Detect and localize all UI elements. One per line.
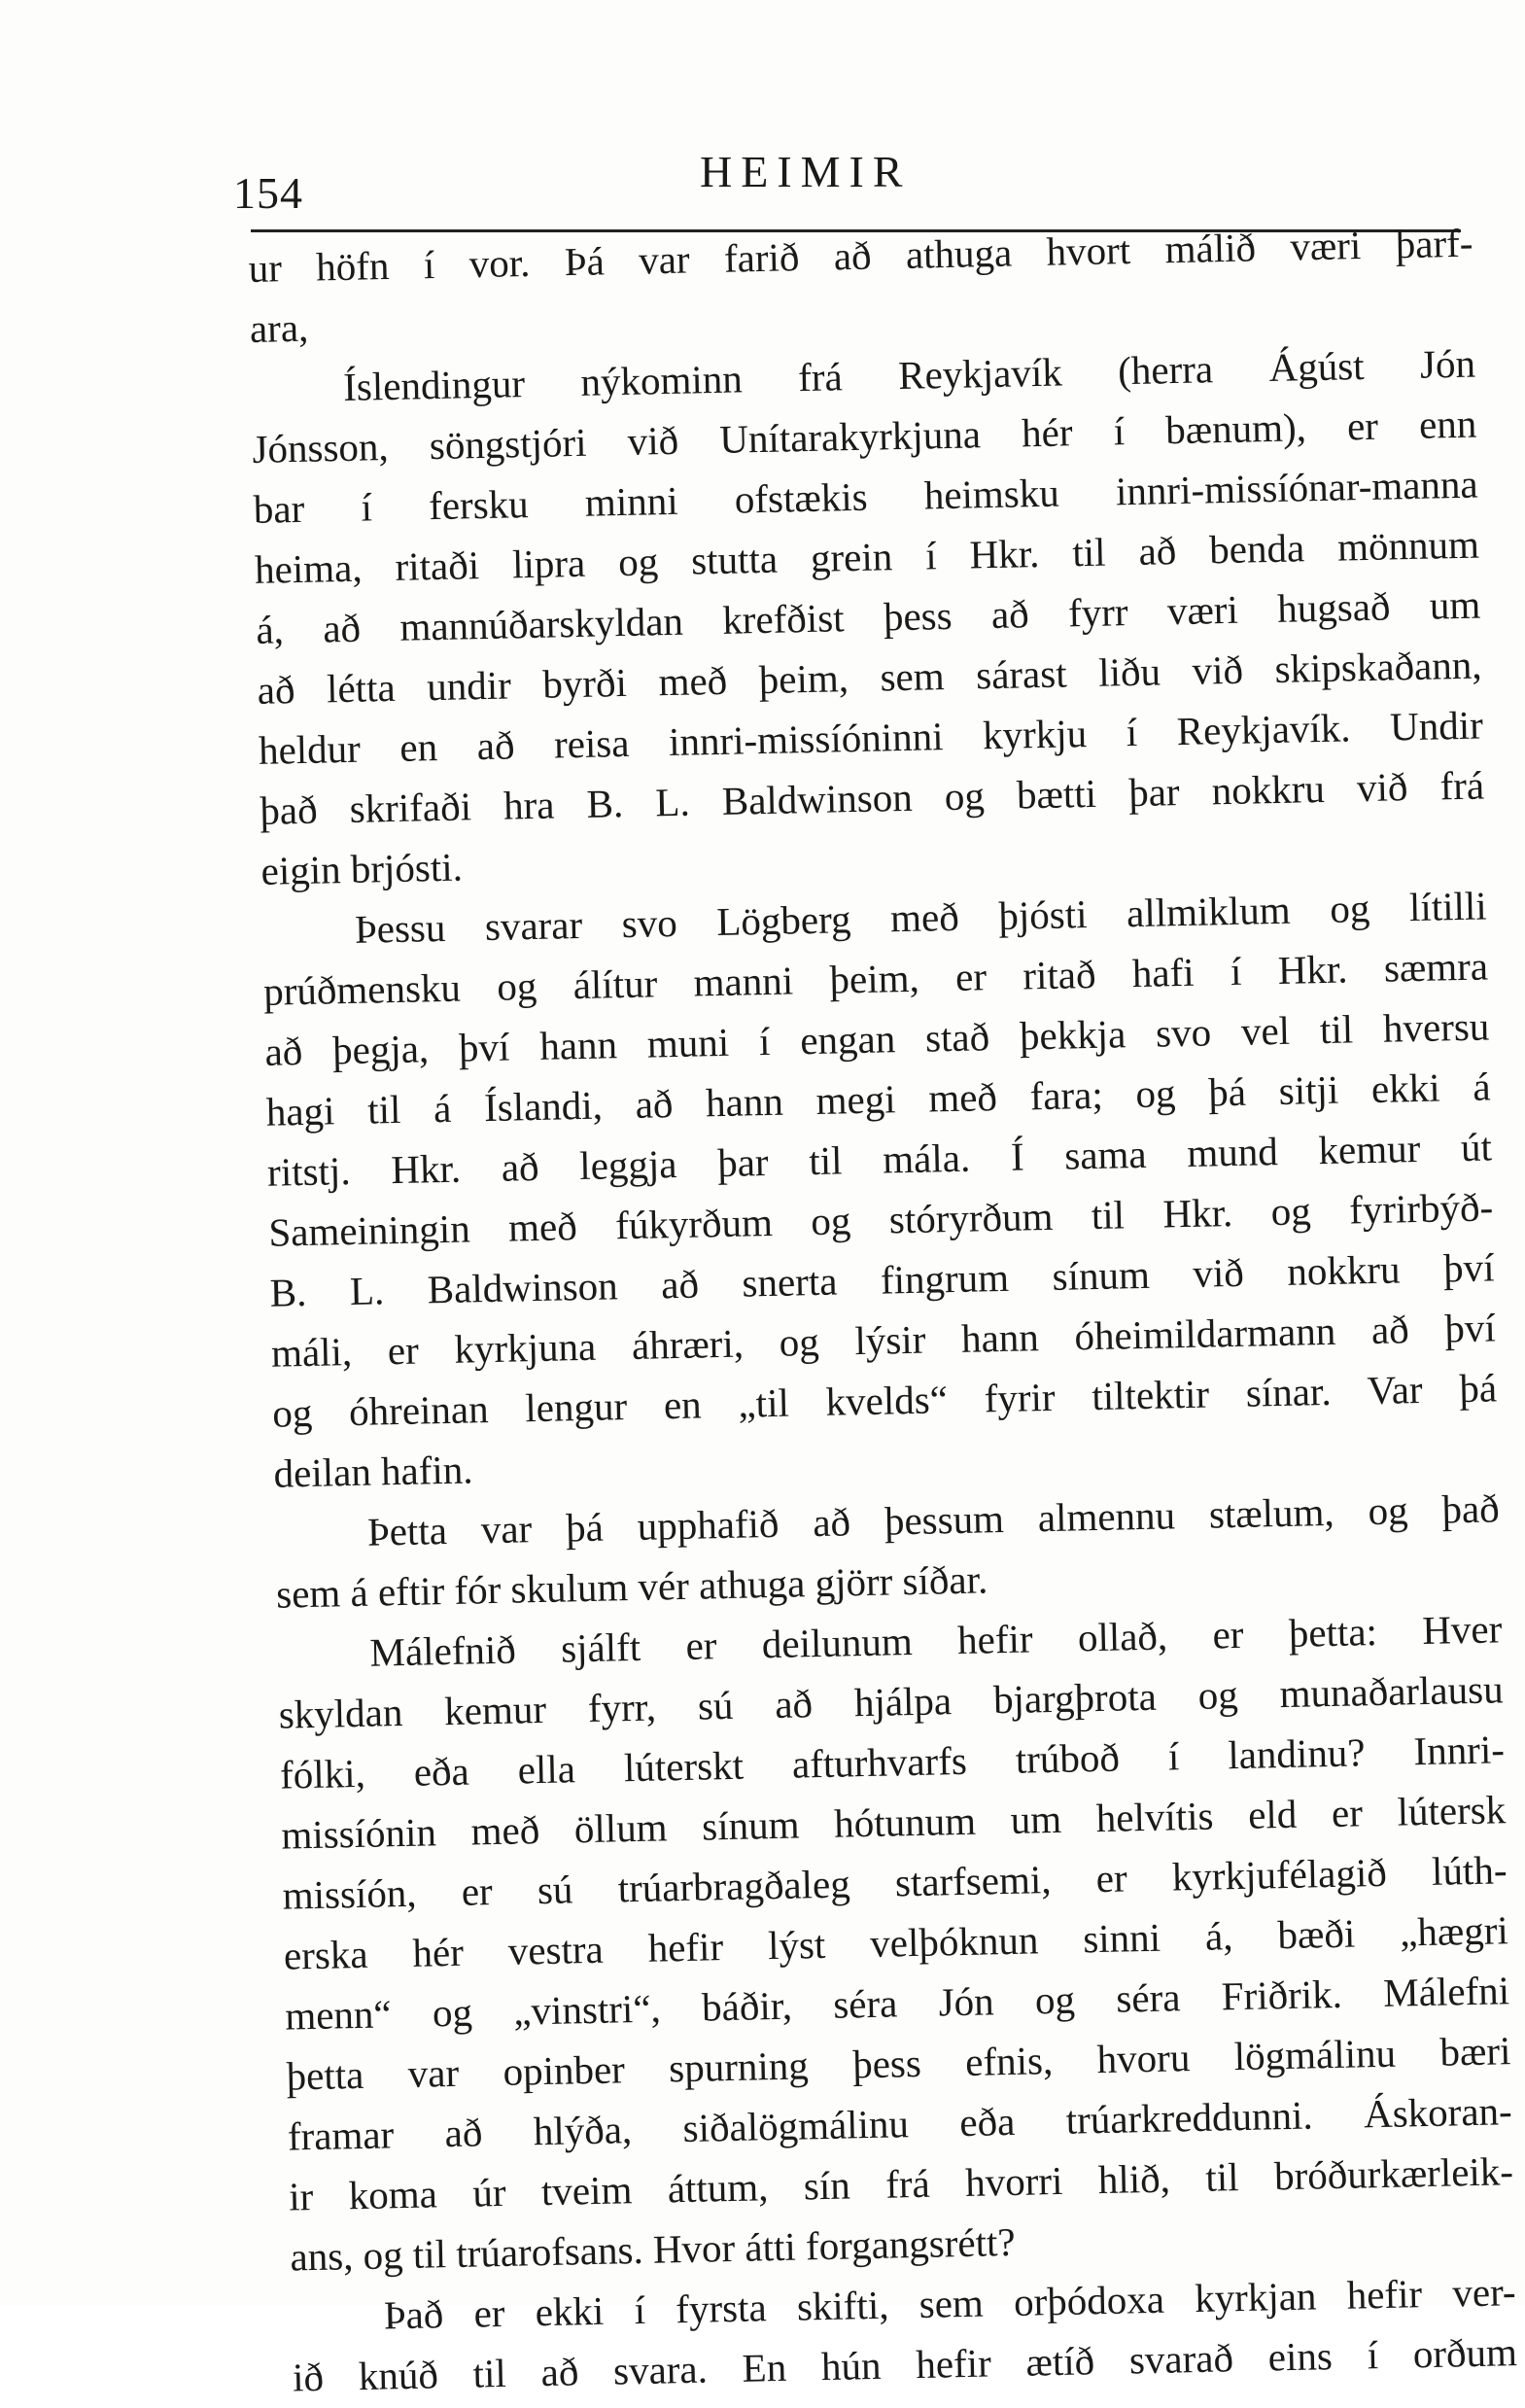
text-line: máli, er kyrkjuna áhræri, og lýsir hann óheimildarmann að því [270, 1305, 1497, 1376]
text-line: ið knúð til að svara. En hún hefir ætíð svarað eins í orðum [292, 2329, 1518, 2400]
text-line: ir koma úr tveim áttum, sín frá hvorri hlið, til bróðurkærleik- [288, 2148, 1514, 2219]
text-line: sem á eftir fór skulum vér athuga gjörr síðar. [275, 1556, 988, 1617]
page-number: 154 [233, 168, 303, 218]
text-line: ans, og til trúarofsans. Hvor átti forgangsrétt? [290, 2218, 1016, 2280]
text-line: menn“ og „vinstri“, báðir, séra Jón og séra Friðrik. Málefni [284, 1968, 1510, 2039]
text-line: og óhreinan lengur en „til kvelds“ fyrir tiltektir sínar. Var þá [271, 1365, 1498, 1436]
text-line: það skrifaði hra B. L. Baldwinson og bætti þar nokkru við frá [259, 762, 1485, 833]
text-line: eigin brjósti. [260, 844, 464, 893]
text-line: Þetta var þá upphafið að þessum almennu stælum, og það [366, 1485, 1501, 1554]
text-line: fólki, eða ella lúterskt afturhvarfs trúboð í landinu? Innri- [279, 1727, 1506, 1797]
text-line: missíónin með öllum sínum hótunum um helvítis eld er lútersk [280, 1787, 1507, 1858]
text-line: að létta undir byrði með þeim, sem sárast liðu við skipskaðann, [257, 642, 1482, 713]
text-line: að þegja, því hann muni í engan stað þekkja svo vel til hversu [264, 1003, 1490, 1074]
text-line: deilan hafin. [273, 1447, 473, 1496]
text-line: heldur en að reisa innri-missíóninni kyrkju í Reykjavík. Undir [258, 702, 1484, 773]
text-line: Jónsson, söngstjóri við Unítarakyrkjuna hér í bænum), er enn [252, 401, 1477, 471]
text-line: Málefnið sjálft er deilunum hefir ollað, er þetta: Hver [369, 1606, 1503, 1675]
text-line: erska hér vestra hefir lýst velþóknun sinni á, bæði „hægri [283, 1907, 1509, 1978]
text-line: ur höfn í vor. Þá var farið að athuga hvort málið væri þarf- [248, 220, 1473, 291]
text-line: þetta var opinber spurning þess efnis, hvoru lögmálinu bæri [286, 2028, 1511, 2099]
text-line: ara, [249, 304, 309, 351]
text-line: missíón, er sú trúarbragðaleg starfsemi, er kyrkjufélagið lúth- [282, 1847, 1508, 1918]
text-line: Íslendingur nýkominn frá Reykjavík (herra Ágúst Jón [342, 340, 1476, 409]
text-line: framar að hlýða, siðalögmálinu eða trúarkreddunni. Áskoran- [287, 2088, 1513, 2159]
text-line: Sameiningin með fúkyrðum og stóryrðum til Hkr. og fyrirbýð- [267, 1184, 1494, 1255]
text-line: bar í fersku minni ofstækis heimsku innri-missíónar-manna [253, 461, 1479, 532]
journal-title: HEIMIR [700, 147, 912, 196]
text-line: hagi til á Íslandi, að hann megi með fara; og þá sitji ekki á [265, 1064, 1492, 1134]
text-line: skyldan kemur fyrr, sú að hjálpa bjargþrota og munaðarlausu [278, 1666, 1505, 1737]
text-line: Þessu svarar svo Lögberg með þjósti allmiklum og lítilli [354, 883, 1488, 952]
running-head [233, 146, 1468, 218]
text-line: B. L. Baldwinson að snerta fingrum sínum við nokkru því [269, 1244, 1495, 1315]
text-line: ritstj. Hkr. að leggja þar til mála. Í sama mund kemur út [266, 1124, 1493, 1195]
text-line: Það er ekki í fyrsta skifti, sem orþódoxa kyrkjan hefir ver- [383, 2269, 1517, 2338]
text-line: heima, ritaði lipra og stutta grein í Hkr. til að benda mönnum [254, 521, 1480, 592]
text-line: á, að mannúðarskyldan krefðist þess að fyrr væri hugsað um [255, 581, 1481, 652]
body-text [248, 213, 1517, 2408]
text-line: prúðmensku og álítur manni þeim, er ritað hafi í Hkr. sæmra [262, 943, 1489, 1014]
